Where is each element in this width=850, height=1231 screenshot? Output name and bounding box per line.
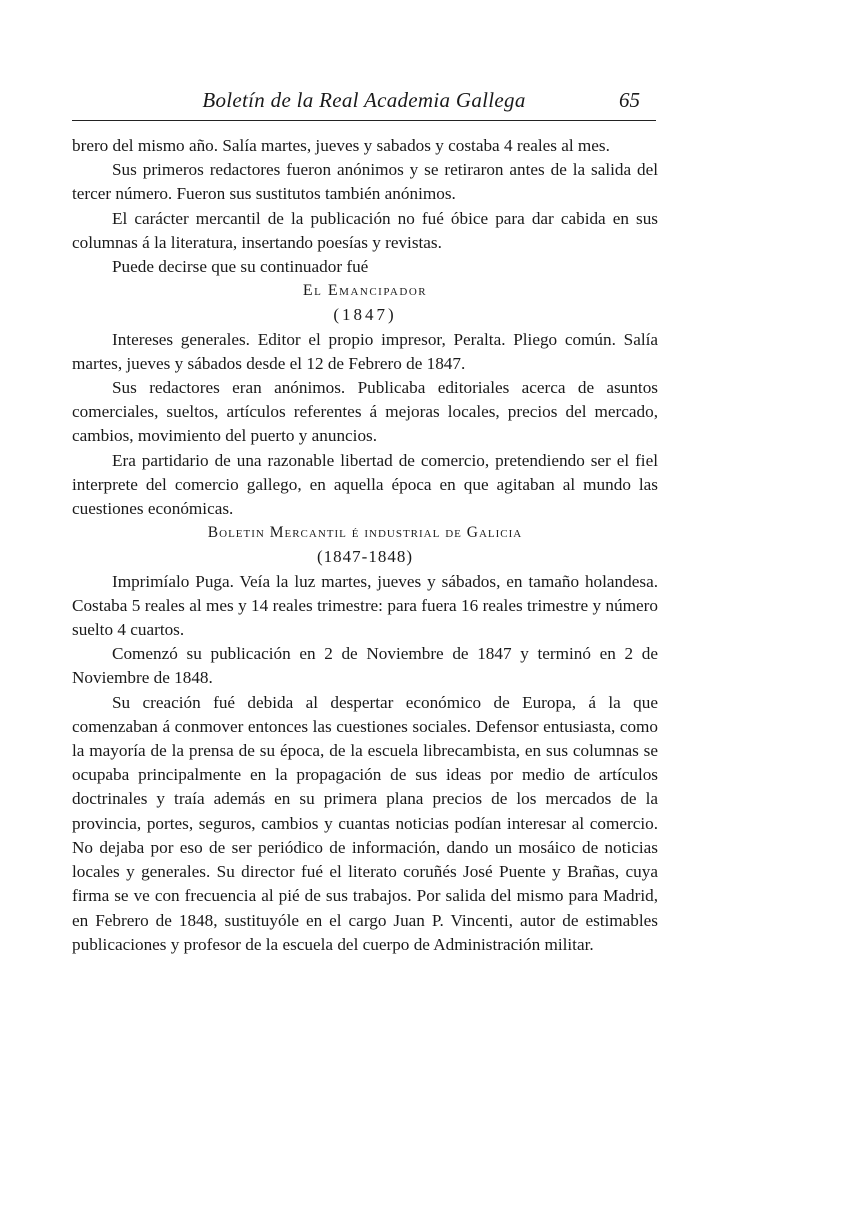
paragraph: Sus redactores eran anónimos. Publicaba editoriales acerca de asuntos comerciales, sueltos, artículos referentes á mejoras locales, precios del mercado, cambios, movimiento del puerto y anuncios. xyxy=(72,378,658,446)
paragraph: Sus primeros redactores fueron anónimos y se retiraron antes de la salida del tercer número. Fueron sus sustitutos también anónimos. xyxy=(72,160,658,204)
page-body xyxy=(72,134,658,957)
paragraph-continuation: brero del mismo año. Salía martes, jueves y sabados y costaba 4 reales al mes. xyxy=(72,136,610,155)
section-dates-boletin-mercantil: (1847-1848) xyxy=(317,547,413,567)
paragraph: Imprimíalo Puga. Veía la luz martes, jueves y sábados, en tamaño holandesa. Costaba 5 reales al mes y 14 reales trimestre: para fuera 16 reales trimestre y número suelto 4 cuartos. xyxy=(72,571,658,640)
paragraph: Su creación fué debida al despertar económico de Europa, á la que comenzaban á conmover entonces las cuestiones sociales. Defensor entusiasta, como la mayoría de la prensa de su época, de la escuela librecambista, en sus columnas se ocupaba principalmente en la propagación de sus ideas por medio de artículos doctrinales y traía además en su primera plana precios de los mercados de la provincia, portes, seguros, cambios y cuantas noticias podían interesar al comercio. No dejaba por eso de ser periódico de información, dando un mosáico de noticias locales y generales. Su director fué el literato coruñés José Puente y Brañas, cuya firma se ve con frecuencia al pié de sus trabajos. Por salida del mismo para Madrid, en Febrero de 1848, sustituyóle en el cargo Juan P. Vincenti, autor de estimables publicaciones y profesor de la escuela del cuerpo de Administración militar. xyxy=(72,692,658,954)
section-heading-boletin-mercantil: Boletin Mercantil é industrial de Galicia xyxy=(207,524,523,542)
running-title: Boletín de la Real Academia Gallega xyxy=(202,88,526,112)
paragraph: Comenzó su publicación en 2 de Noviembre de 1847 y terminó en 2 de Noviembre de 1848. xyxy=(72,644,658,688)
page-header xyxy=(72,86,656,121)
page-number: 65 xyxy=(619,88,640,112)
paragraph: Intereses generales. Editor el propio impresor, Peralta. Pliego común. Salía martes, jueves y sábados desde el 12 de Febrero de 1847. xyxy=(72,329,658,373)
paragraph: El carácter mercantil de la publicación no fué óbice para dar cabida en sus columnas á la literatura, insertando poesías y revistas. xyxy=(72,208,658,252)
paragraph: Puede decirse que su continuador fué xyxy=(112,257,369,277)
section-heading-emancipador: El Emancipador xyxy=(302,282,428,300)
paragraph: Era partidario de una razonable libertad de comercio, pretendiendo ser el fiel interprete del comercio gallego, en aquella época en que agitaban al mundo las cuestiones económicas. xyxy=(72,450,658,519)
section-dates-emancipador: (1847) xyxy=(333,305,397,325)
